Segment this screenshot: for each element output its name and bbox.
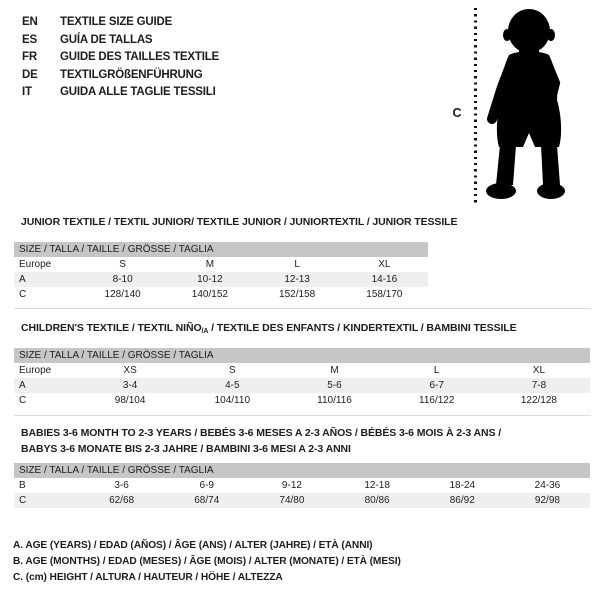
babies-table-title: [21, 426, 581, 457]
row-label-cell: C: [19, 495, 27, 506]
size-cell: 158/170: [366, 289, 403, 300]
language-label: GUIDA ALLE TAGLIE TESSILI: [60, 86, 216, 99]
row-label-cell: B: [19, 480, 26, 491]
language-label: GUÍA DE TALLAS: [60, 33, 153, 46]
size-cell: 12-18: [364, 480, 390, 491]
babies-size-table: [14, 463, 590, 508]
row-label-cell: A: [19, 380, 26, 391]
size-cell: S: [119, 259, 126, 270]
table-row-europe: [14, 257, 428, 272]
size-cell: M: [330, 365, 339, 376]
language-code: EN: [22, 16, 38, 28]
babies-title-line1: BABIES 3-6 MONTH TO 2-3 YEARS / BEBÉS 3-6 MESES A 2-3 AÑOS / BÉBÉS 3-6 MOIS À 2-3 ANS /: [21, 427, 502, 439]
table-row-age-months: [14, 478, 590, 493]
language-label: GUIDE DES TAILLES TEXTILE: [60, 51, 219, 64]
language-code: DE: [22, 68, 38, 81]
size-cell: L: [433, 365, 440, 376]
size-cell: 3-4: [122, 380, 138, 391]
children-title-part1: CHILDREN'S TEXTILE / TEXTIL NIÑO: [21, 322, 202, 334]
size-cell: 152/158: [279, 289, 316, 300]
size-cell: 8-10: [112, 274, 133, 285]
table-row-europe: [14, 363, 590, 378]
size-cell: 86/92: [449, 495, 475, 506]
footnote-a: A. AGE (YEARS) / EDAD (AÑOS) / ÂGE (ANS) / ALTER (JAHRE) / ETÀ (ANNI): [13, 540, 373, 551]
size-cell: 98/104: [114, 395, 146, 406]
height-dash-line: [474, 8, 477, 206]
size-cell: 92/98: [534, 495, 560, 506]
table-row-height: [14, 287, 428, 302]
language-row-en: [22, 14, 219, 32]
size-cell: 6-7: [429, 380, 444, 391]
size-cell: 24-36: [534, 480, 561, 491]
size-cell: 6-9: [199, 480, 214, 491]
junior-size-table: [14, 242, 428, 302]
size-cell: 3-6: [114, 480, 129, 491]
language-guide: [22, 14, 219, 102]
size-cell: 5-6: [327, 380, 342, 391]
language-row-es: [22, 32, 219, 50]
children-title-part2: / TEXTILE DES ENFANTS / KINDERTEXTIL / BAMBINI TESSILE: [208, 322, 517, 334]
children-table-title: [21, 322, 517, 335]
language-row-fr: [22, 49, 219, 67]
size-cell: XL: [532, 365, 546, 376]
size-cell: 122/128: [520, 395, 557, 406]
size-header-bar: SIZE / TALLA / TAILLE / GRÖSSE / TAGLIA: [14, 463, 590, 478]
size-cell: 62/68: [109, 495, 135, 506]
language-code: IT: [22, 86, 32, 99]
footnote-b: B. AGE (MONTHS) / EDAD (MESES) / ÂGE (MOIS) / ALTER (MONATE) / ETÀ (MESI): [13, 556, 401, 567]
language-code: FR: [22, 51, 37, 64]
section-divider: [14, 415, 591, 416]
toddler-silhouette-image: [478, 4, 580, 206]
language-row-it: [22, 84, 219, 102]
size-cell: 110/116: [317, 395, 352, 406]
table-row-height: [14, 393, 590, 408]
size-cell: 10-12: [197, 274, 223, 285]
size-cell: 128/140: [104, 289, 141, 300]
footnotes: [13, 538, 401, 586]
row-label-cell: Europe: [19, 259, 52, 270]
table-row-height: [14, 493, 590, 508]
language-label: TEXTILGRÖßENFÜHRUNG: [60, 68, 203, 81]
size-cell: 9-12: [281, 480, 302, 491]
table-row-age: [14, 272, 428, 287]
row-label-cell: Europe: [19, 365, 52, 376]
height-measure-label: C: [452, 106, 462, 120]
size-cell: 68/74: [194, 495, 220, 506]
size-cell: 7-8: [531, 380, 547, 391]
size-cell: XL: [378, 259, 391, 270]
size-cell: 104/110: [214, 395, 250, 406]
size-cell: XS: [123, 365, 137, 376]
size-cell: 116/122: [419, 395, 455, 406]
size-header-bar: SIZE / TALLA / TAILLE / GRÖSSE / TAGLIA: [14, 242, 428, 257]
table-row-age: [14, 378, 590, 393]
row-label-cell: A: [19, 274, 26, 285]
size-cell: 74/80: [279, 495, 305, 506]
size-cell: 80/86: [364, 495, 390, 506]
babies-title-line2: BABYS 3-6 MONATE BIS 2-3 JAHRE / BAMBINI 3-6 MESI A 2-3 ANNI: [21, 442, 351, 455]
language-label: TEXTILE SIZE GUIDE: [60, 16, 173, 28]
size-cell: L: [294, 259, 300, 270]
size-cell: S: [228, 365, 236, 376]
size-cell: M: [205, 259, 215, 270]
size-cell: 14-16: [371, 274, 398, 285]
footnote-c: C. (cm) HEIGHT / ALTURA / HAUTEUR / HÖHE / ALTEZZA: [13, 572, 283, 583]
size-cell: 12-13: [284, 274, 310, 285]
children-title-subscript: /A: [201, 328, 209, 335]
row-label-cell: C: [19, 289, 27, 300]
language-row-de: [22, 67, 219, 85]
size-header-bar: SIZE / TALLA / TAILLE / GRÖSSE / TAGLIA: [14, 348, 590, 363]
size-cell: 4-5: [225, 380, 240, 391]
size-cell: 140/152: [191, 289, 228, 300]
children-size-table: [14, 348, 590, 408]
junior-table-title: JUNIOR TEXTILE / TEXTIL JUNIOR/ TEXTILE JUNIOR / JUNIORTEXTIL / JUNIOR TESSILE: [21, 216, 458, 228]
section-divider: [14, 308, 591, 309]
size-cell: 18-24: [449, 480, 476, 491]
row-label-cell: C: [19, 395, 27, 406]
language-code: ES: [22, 33, 37, 46]
